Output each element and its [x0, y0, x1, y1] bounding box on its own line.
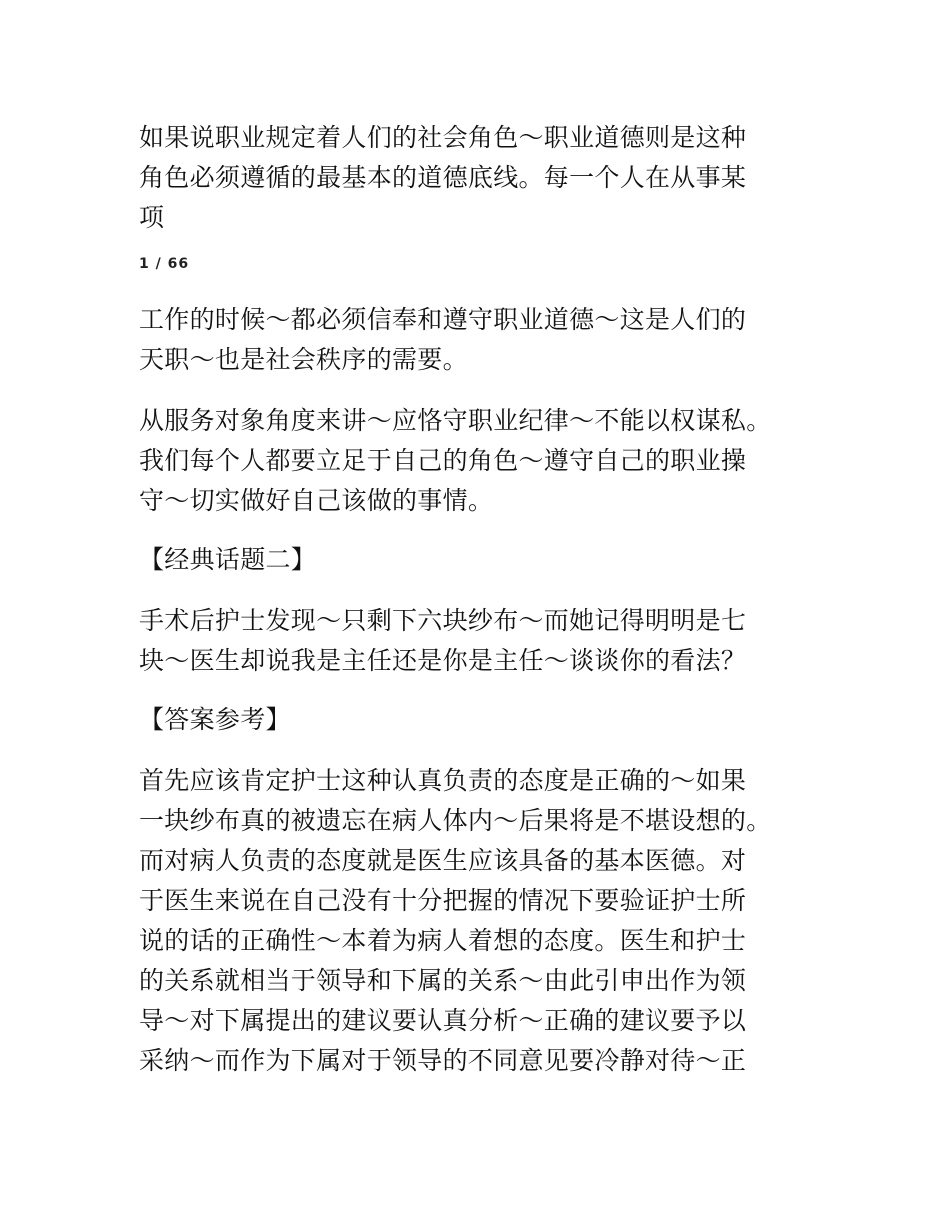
text-line: 采纳～而作为下属对于领导的不同意见要冷静对待～正 [139, 1046, 747, 1075]
text-line: 的关系就相当于领导和下属的关系～由此引申出作为领 [139, 966, 747, 995]
text-line: 守～切实做好自己该做的事情。 [139, 486, 494, 515]
text-line: 项 [139, 203, 165, 232]
text-line: 首先应该肯定护士这种认真负责的态度是正确的～如果 [139, 766, 747, 795]
text-line: 从服务对象角度来讲～应恪守职业纪律～不能以权谋私。 [139, 406, 772, 435]
paragraph-duty [139, 300, 819, 380]
heading-text: 【答案参考】 [139, 705, 291, 734]
text-line: 角色必须遵循的最基本的道德底线。每一个人在从事某 [139, 163, 747, 192]
paragraph-question [139, 601, 819, 681]
heading-text: 【经典话题二】 [139, 545, 317, 574]
text-line: 手术后护士发现～只剩下六块纱布～而她记得明明是七 [139, 606, 747, 635]
text-line: 如果说职业规定着人们的社会角色～职业道德则是这种 [139, 123, 747, 152]
text-line: 一块纱布真的被遗忘在病人体内～后果将是不堪设想的。 [139, 806, 772, 835]
text-line: 于医生来说在自己没有十分把握的情况下要验证护士所 [139, 886, 747, 915]
paragraph-answer [139, 761, 819, 1081]
paragraph-intro [139, 118, 819, 238]
paragraph-service [139, 401, 819, 521]
text-line: 天职～也是社会秩序的需要。 [139, 345, 468, 374]
text-line: 而对病人负责的态度就是医生应该具备的基本医德。对 [139, 846, 747, 875]
page-number: 1 / 66 [139, 256, 190, 272]
section-heading-answer [139, 700, 819, 740]
section-heading-topic [139, 540, 819, 580]
text-line: 说的话的正确性～本着为病人着想的态度。医生和护士 [139, 926, 747, 955]
text-line: 工作的时候～都必须信奉和遵守职业道德～这是人们的 [139, 305, 747, 334]
text-line: 我们每个人都要立足于自己的角色～遵守自己的职业操 [139, 446, 747, 475]
text-line: 块～医生却说我是主任还是你是主任～谈谈你的看法？ [139, 646, 747, 675]
text-line: 导～对下属提出的建议要认真分析～正确的建议要予以 [139, 1006, 747, 1035]
